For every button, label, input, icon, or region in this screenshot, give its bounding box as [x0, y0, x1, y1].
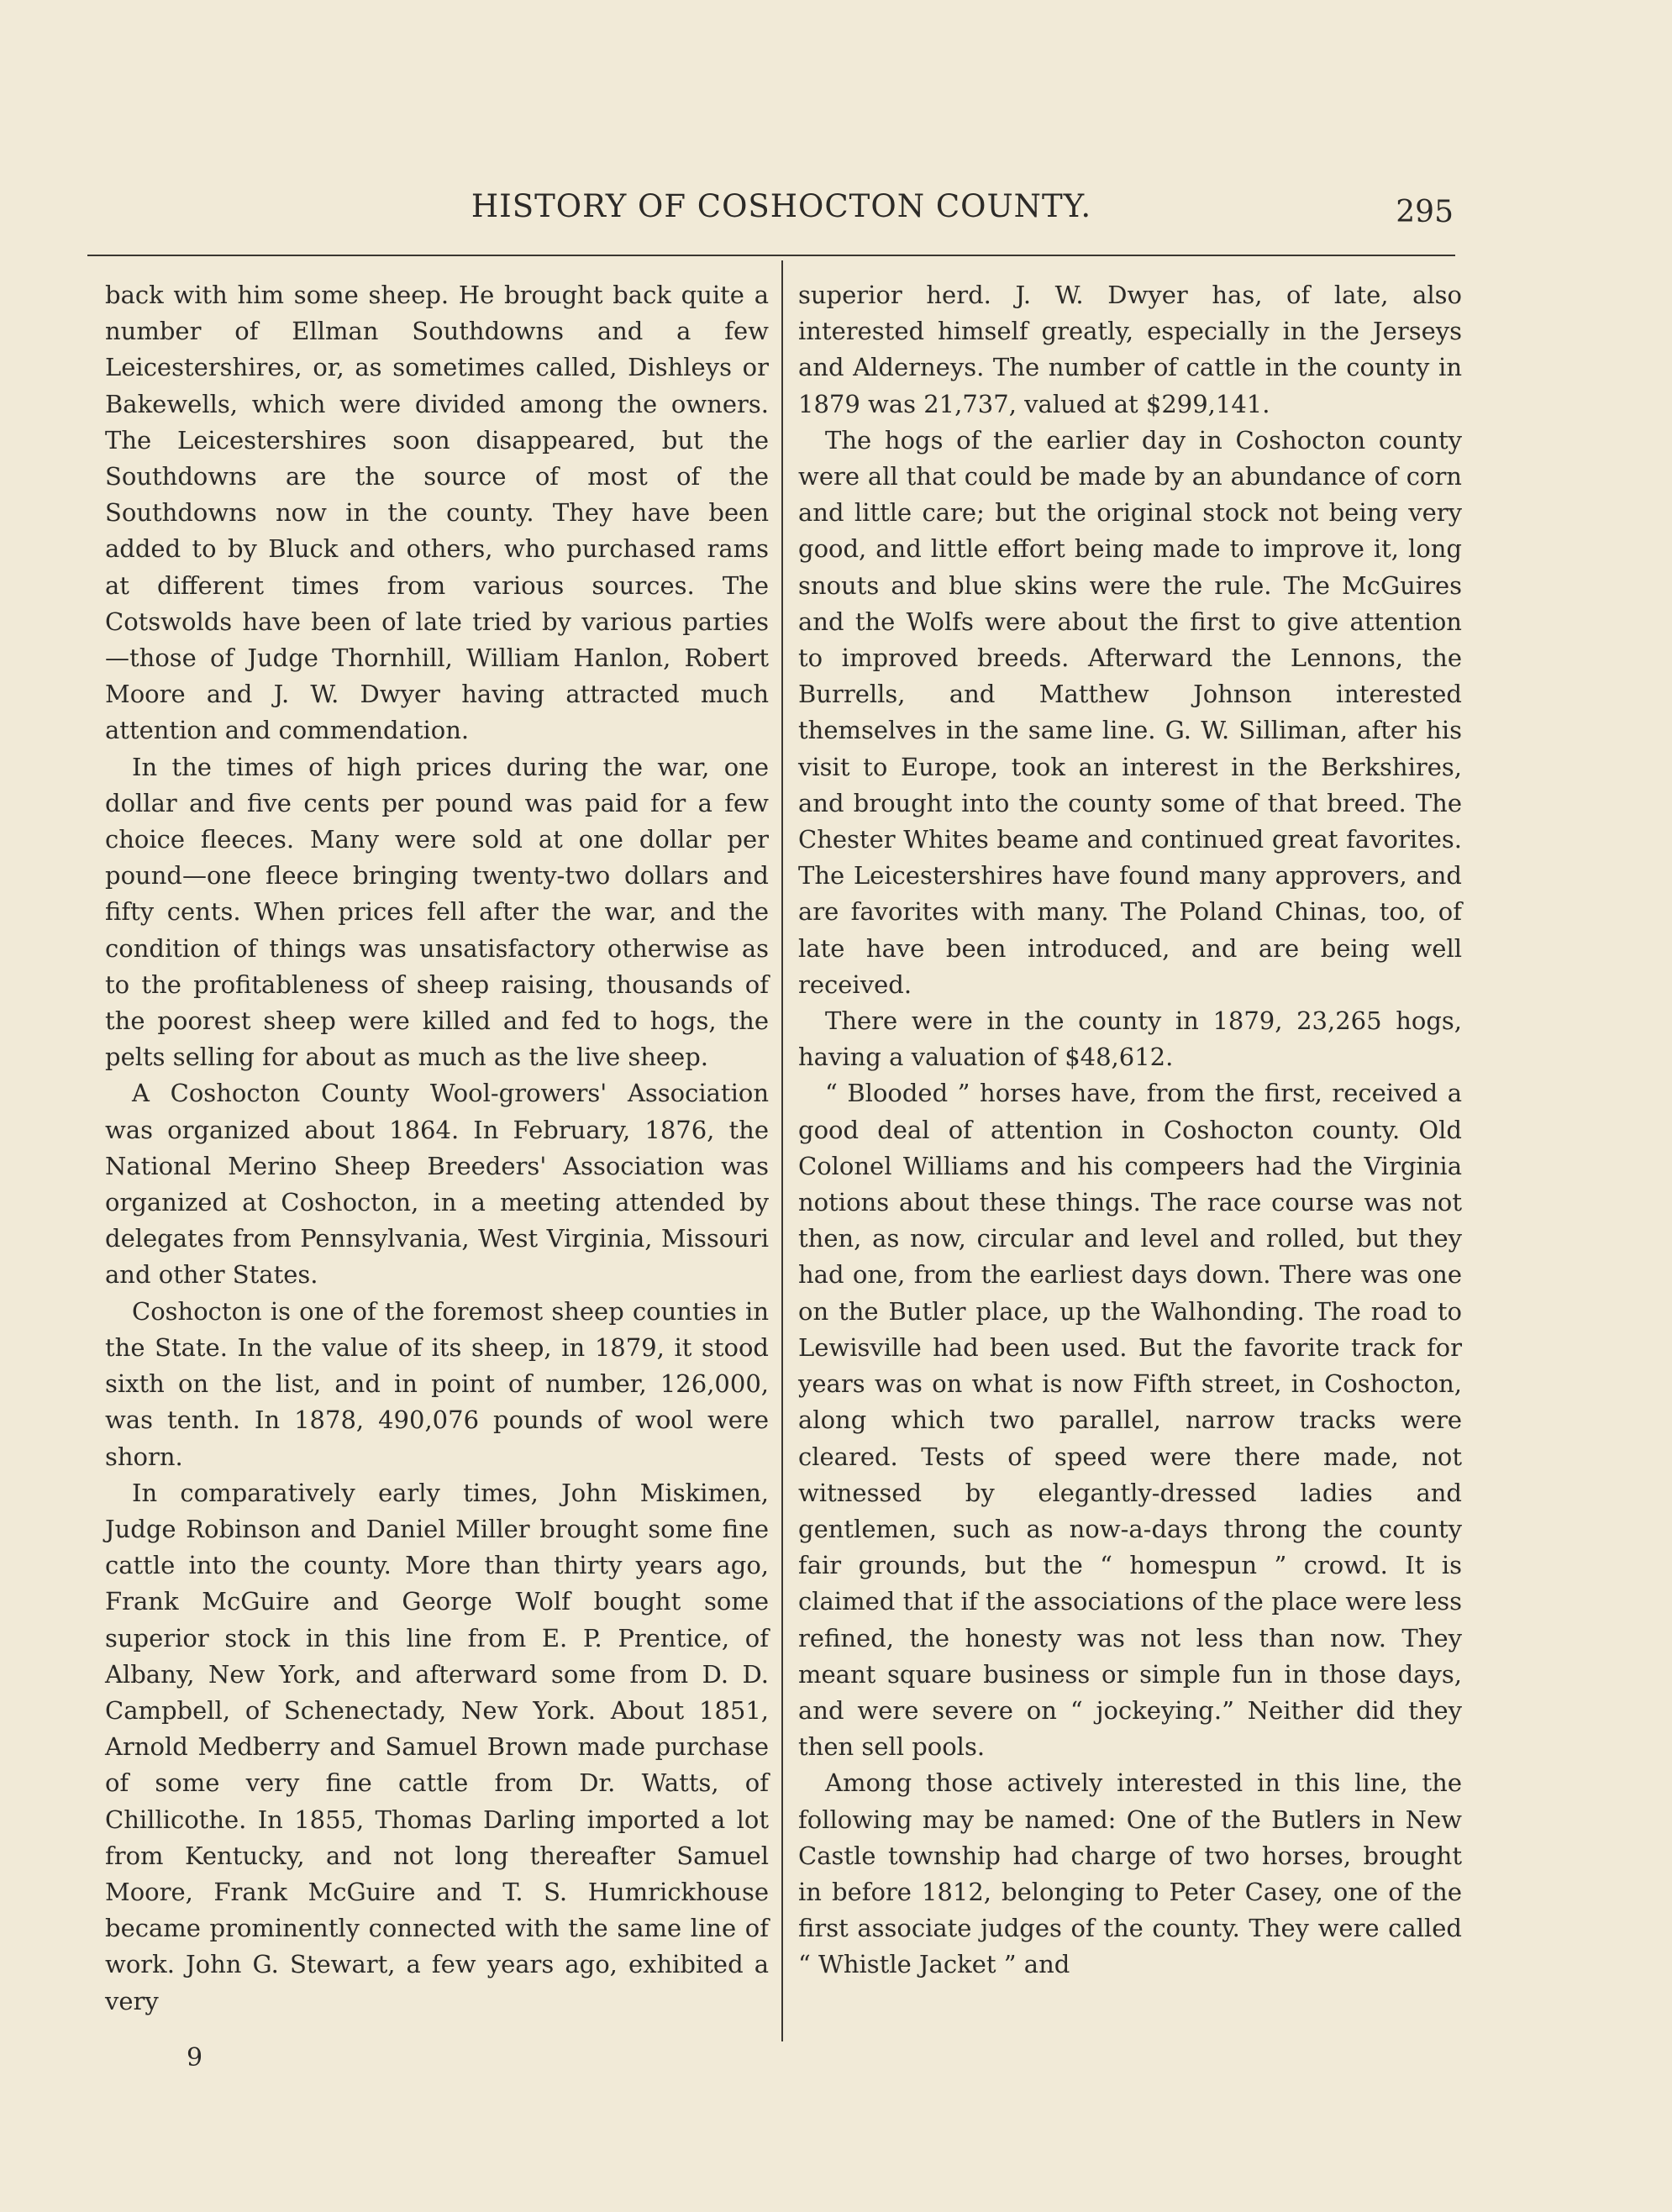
paragraph: The hogs of the earlier day in Coshocton county were all that could be made by an abundance of corn and little care; but the original stock not being very good, and little effort being made to improve it, long snouts and blue skins were the rule. The McGuires and the Wolfs were about the first to give attention to improved breeds. Afterward the Lennons, the Burrells, and Matthew Johnson interested themselves in the same line. G. W. Silliman, after his visit to Europe, took an interest in the Berkshires, and brought into the county some of that breed. The Chester Whites beame and continued great favorites. The Leicestershires have found many approvers, and are favorites with many. The Poland Chinas, too, of late have been introduced, and are being well received. — [798, 425, 1462, 999]
paragraph: In the times of high prices during the war, one dollar and five cents per pound was paid for a few choice fleeces. Many were sold at one dollar per pound—one fleece bringing twenty-two dollars and fifty cents. When prices fell after the war, and the condition of things was unsatisfactory otherwise as to the profitableness of sheep raising, thousands of the poorest sheep were killed and fed to hogs, the pelts selling for about as much as the live sheep. — [105, 752, 769, 1072]
right-column — [798, 277, 1462, 1983]
paragraph: A Coshocton County Wool-growers' Association was organized about 1864. In February, 1876, the National Merino Sheep Breeders' Association was organized at Coshocton, in a meeting attended by delegates from Pennsylvania, West Virginia, Missouri and other States. — [105, 1079, 769, 1290]
paragraph: “ Blooded ” horses have, from the first, received a good deal of attention in Coshocton county. Old Colonel Williams and his compeers had the Virginia notions about these things. The race course was not then, as now, circular and level and rolled, but they had one, from the earliest days down. There was one on the Butler place, up the Walhonding. The road to Lewisville had been used. But the favorite track for years was on what is now Fifth street, in Coshocton, along which two parallel, narrow tracks were cleared. Tests of speed were there made, not witnessed by elegantly-dressed ladies and gentlemen, such as now-a-days throng the county fair grounds, but the “ homespun ” crowd. It is claimed that if the associations of the place were less refined, the honesty was not less than now. They meant square business or simple fun in those days, and were severe on “ jockeying.” Neither did they then sell pools. — [798, 1079, 1462, 1762]
page-number: 295 — [1396, 195, 1454, 229]
paragraph: back with him some sheep. He brought back quite a number of Ellman Southdowns and a few Leicestershires, or, as sometimes called, Dishleys or Bakewells, which were divided among the owners. The Leicestershires soon disappeared, but the Southdowns are the source of most of the Southdowns now in the county. They have been added to by Bluck and others, who purchased rams at different times from various sources. The Cotswolds have been of late tried by various parties—those of Judge Thornhill, William Hanlon, Robert Moore and J. W. Dwyer having attracted much attention and commendation. — [105, 281, 769, 745]
running-header-title: HISTORY OF COSHOCTON COUNTY. — [471, 188, 1092, 224]
paragraph: Coshocton is one of the foremost sheep counties in the State. In the value of its sheep, in 1879, it stood sixth on the list, and in point of number, 126,000, was tenth. In 1878, 490,076 pounds of wool were shorn. — [105, 1296, 769, 1471]
paragraph: Among those actively interested in this line, the following may be named: One of the Butlers in New Castle township had charge of two horses, brought in before 1812, belonging to Peter Casey, one of the first associate judges of the county. They were called “ Whistle Jacket ” and — [798, 1768, 1462, 1979]
left-column — [105, 277, 769, 2020]
header-rule — [87, 255, 1455, 256]
paragraph: There were in the county in 1879, 23,265 hogs, having a valuation of $48,612. — [798, 1006, 1462, 1072]
column-divider — [781, 260, 783, 2041]
paragraph: superior herd. J. W. Dwyer has, of late, also interested himself greatly, especially in the Jerseys and Alderneys. The number of cattle in the county in 1879 was 21,737, valued at $299,141. — [798, 281, 1462, 418]
signature-mark: 9 — [187, 2043, 203, 2073]
paragraph: In comparatively early times, John Miskimen, Judge Robinson and Daniel Miller brought some fine cattle into the county. More than thirty years ago, Frank McGuire and George Wolf bought some superior stock in this line from E. P. Prentice, of Albany, New York, and afterward some from D. D. Campbell, of Schenectady, New York. About 1851, Arnold Medberry and Samuel Brown made purchase of some very fine cattle from Dr. Watts, of Chillicothe. In 1855, Thomas Darling imported a lot from Kentucky, and not long thereafter Samuel Moore, Frank McGuire and T. S. Humrickhouse became prominently connected with the same line of work. John G. Stewart, a few years ago, exhibited a very — [105, 1478, 769, 2015]
